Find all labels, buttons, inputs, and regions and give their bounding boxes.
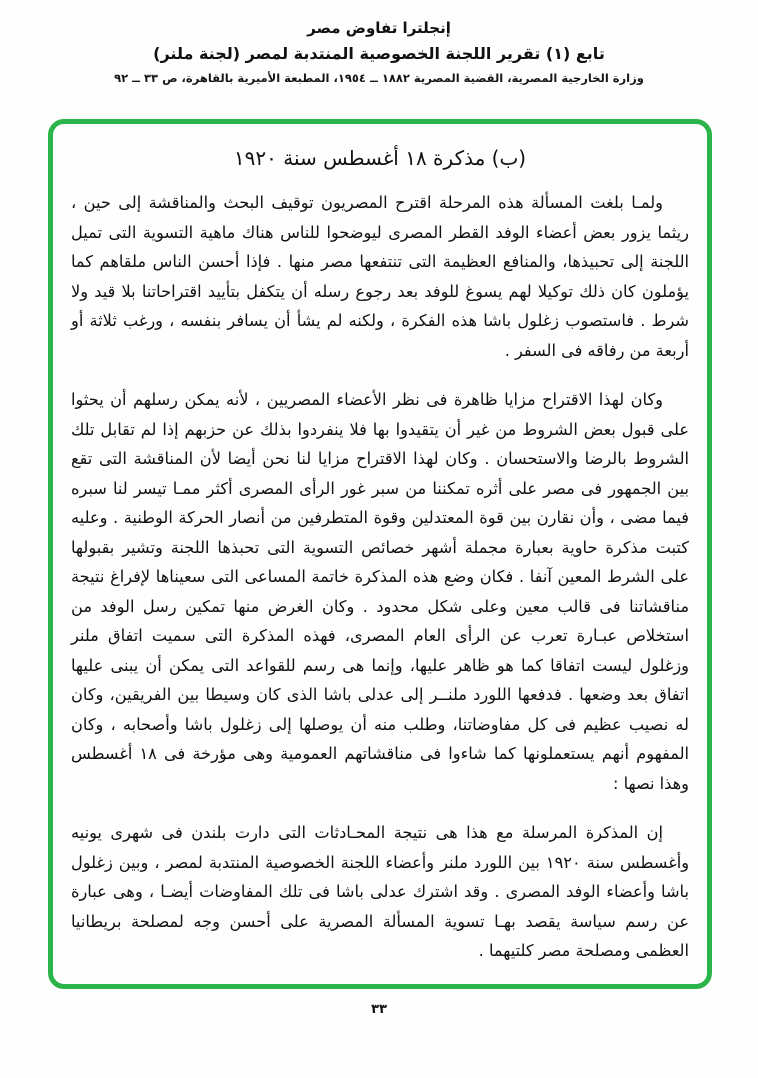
green-border-frame: [48, 119, 712, 989]
source-citation: وزارة الخارجية المصرية، القضية المصرية ١٨٨٢ ــ ١٩٥٤، المطبعة الأميرية بالقاهرة، ص ٣٣ ــ ٩٢: [114, 70, 644, 85]
paragraph-3: إن المذكرة المرسلة مع هذا هى نتيجة المحـادثات التى دارت بلندن فى شهرى يونيه وأغسطس سنة ١٩٢٠ بين اللورد ملنر وأعضاء اللجنة الخصوصية المنتدبة لمصر ، وبين زغلول باشا وأعضاء الوفد المصرى . وقد اشترك عدلى باشا فى تلك المفاوضات أيضـا ، وهى عبارة عن رسم سياسة يقصد بهـا تسوية المسألة المصرية على أحسن وجه لمصلحة بريطانيا العظمى ومصلحة مصر كلتيهما .: [71, 823, 690, 960]
paragraph-2: وكان لهذا الاقتراح مزايا ظاهرة فى نظر الأعضاء المصريين ، لأنه يمكن رسلهم أن يحثوا على قبول بعض الشروط من غير أن يتقيدوا بها فلا ينفردوا بذلك عن حزبهم إذا لم تقابل تلك الشروط بالرضا والاستحسان . وكان لهذا الاقتراح مزايا لنا نحن أيضا لأن المناقشة التى تقع بين الجمهور فى مصر على أثره تمكننا من سبر غور الرأى المصرى أكثر ممـا تيسر لنا سبره فيما مضى ، وأن نقارن بين قوة المعتدلين وقوة المتطرفين من أنصار الحركة الوطنية . وعليه كتبت مذكرة حاوية بعبارة مجملة أشهر خصائص التسوية التى تحبذها اللجنة وتشير بقبولها على الشرط المعين آنفا . فكان وضع هذه المذكرة خاتمة المساعى التى سعيناها لإفراغ نتيجة مناقشاتنا فى قالب معين وعلى شكل محدود . وكان الغرض منها تمكين رسل الوفد من استخلاص عبـارة تعرب عن الرأى العام المصرى، فهذه المذكرة التى سميت اتفاق ملنر وزغلول ليست اتفاقا كما هو ظاهر عليها، وإنما هى رسم للقواعد التى يمكن أن يبنى عليها اتفاق بعد وضعها . فدفعها اللورد ملنــر إلى عدلى باشا الذى كان وسيطا بين الفريقين، وكان له نصيب عظيم فى كل مفاوضاتنا، وطلب منه أن يوصلها إلى زغلول باشا وأصحابه ، وكان المفهوم أنهم يستعملونها كما شاءوا فى مناقشاتهم العمومية وهى مؤرخة فى ١٨ أغسطس وهذا نصها :: [71, 390, 690, 793]
memorandum-body: [71, 188, 689, 966]
book-title: إنجلترا تفاوض مصر: [307, 19, 451, 37]
page-header: [0, 0, 758, 88]
chapter-title: تابع (١) تقرير اللجنة الخصوصية المنتدبة لمصر (لجنة ملنر): [153, 44, 605, 63]
paragraph-1: ولمـا بلغت المسألة هذه المرحلة اقترح المصريون توقيف البحث والمناقشة إلى حين ، ريثما يزور بعض أعضاء الوفد القطر المصرى ليوضحوا للناس هناك ماهية التسوية التى تميل اللجنة إلى تحبيذها، والمنافع العظيمة التى تنتفعها مصر منها . فإذا أحسن الناس ملقاهم كما يؤملون كان ذلك توكيلا لهم يسوغ للوفد بعد رجوع رسله أن يتكفل بتأييد اقتراحاتنا بلا قيد ولا شرط . فاستصوب زغلول باشا هذه الفكرة ، ولكنه لم يشأ أن يسافر بنفسه ، ورغب ثلاثة أو أربعة من رفاقه فى السفر .: [71, 193, 689, 360]
page-number: ٣٣: [371, 1002, 387, 1017]
memorandum-title: (ب) مذكرة ١٨ أغسطس سنة ١٩٢٠: [233, 146, 527, 170]
